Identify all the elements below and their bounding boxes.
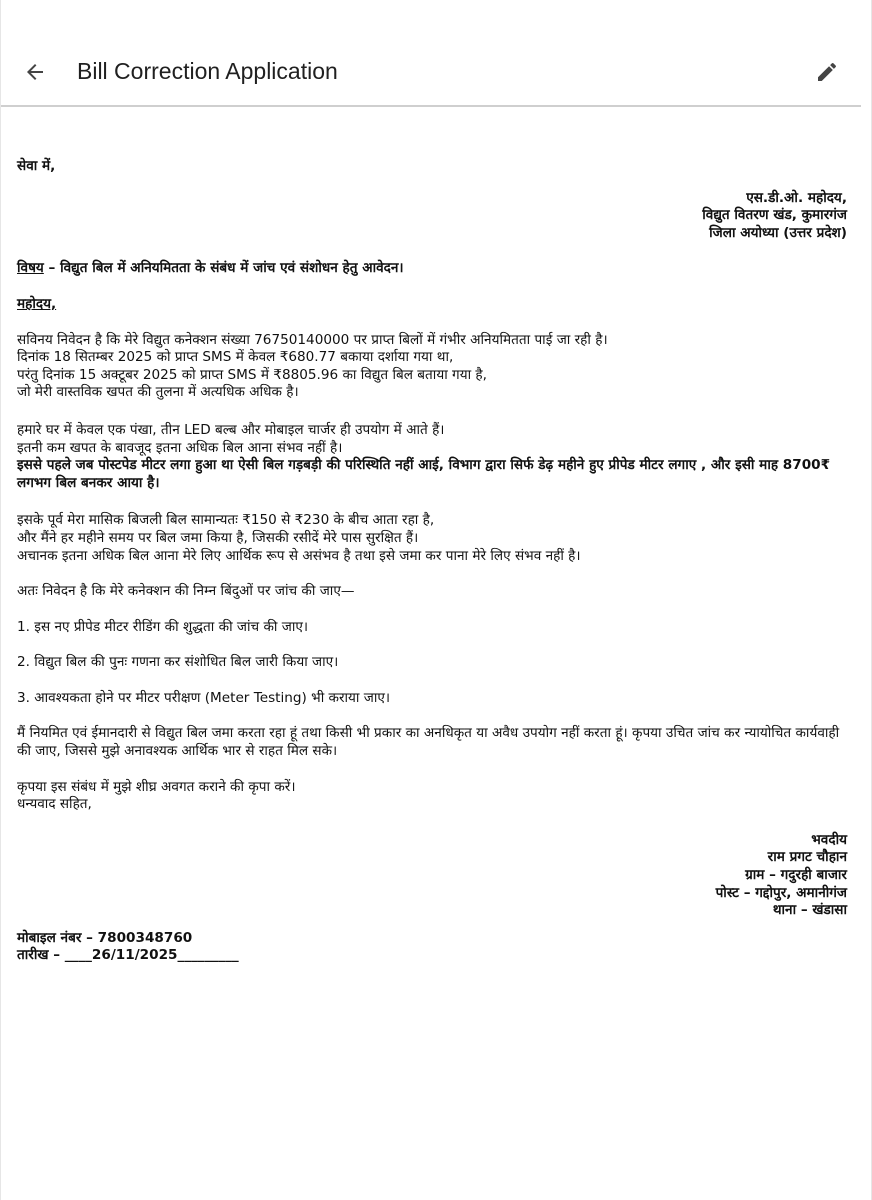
- assurance-paragraph: मैं नियमित एवं ईमानदारी से विद्युत बिल जमा करता रहा हूं तथा किसी भी प्रकार का अनधिकृत या अवैध उपयोग नहीं करता हूं। कृपया उचित जांच कर न्यायोचित कार्यवाही की जाए, जिससे मुझे अनावश्यक आर्थिक भार से राहत मिल सके।: [17, 725, 840, 760]
- paragraph-line: और मैंने हर महीने समय पर बिल जमा किया है, जिसकी रसीदें मेरे पास सुरक्षित हैं।: [17, 529, 419, 546]
- paragraph-line: हमारे घर में केवल एक पंखा, तीन LED बल्ब और मोबाइल चार्जर ही उपयोग में आते हैं।: [17, 421, 445, 438]
- signature-line: पोस्ट – गद्दोपुर, अमानीगंज: [715, 884, 847, 901]
- pencil-edit-icon: [815, 60, 839, 84]
- subject-label: विषय: [17, 260, 44, 277]
- paragraph-3: [17, 512, 847, 565]
- request-point-3: 3. आवश्यकता होने पर मीटर परीक्षण (Meter Testing) भी कराया जाए।: [17, 689, 391, 706]
- request-point-1: 1. इस नए प्रीपेड मीटर रीडिंग की शुद्धता की जांच की जाए।: [17, 618, 309, 635]
- paragraph-line: दिनांक 18 सितम्बर 2025 को प्राप्त SMS में केवल ₹680.77 बकाया दर्शाया गया था,: [17, 349, 454, 366]
- page-title: Bill Correction Application: [77, 58, 338, 84]
- paragraph-line: अचानक इतना अधिक बिल आना मेरे लिए आर्थिक रूप से असंभव है तथा इसे जमा कर पाना मेरे लिए संभव नहीं है।: [17, 547, 581, 564]
- recipient-line: विद्युत वितरण खंड, कुमारगंज: [702, 207, 847, 224]
- salutation-to: सेवा में,: [17, 158, 56, 174]
- back-button[interactable]: [15, 52, 55, 92]
- greeting: महोदय,: [17, 295, 57, 312]
- paragraph-line: परंतु दिनांक 15 अक्टूबर 2025 को प्राप्त SMS में ₹8805.96 का विद्युत बिल बताया गया है,: [17, 366, 487, 383]
- paragraph-2: [17, 422, 847, 492]
- edit-button[interactable]: [807, 52, 847, 92]
- recipient-line: जिला अयोध्या (उत्तर प्रदेश): [709, 224, 847, 241]
- request-point-2: 2. विद्युत बिल की पुनः गणना कर संशोधित बिल जारी किया जाए।: [17, 654, 339, 671]
- paragraph-line: इतनी कम खपत के बावजूद इतना अधिक बिल आना संभव नहीं है।: [17, 439, 343, 456]
- signature-line: थाना – खंडासा: [772, 902, 847, 919]
- paragraph-1: [17, 332, 847, 402]
- paragraph-bold-line: इससे पहले जब पोस्टपेड मीटर लगा हुआ था ऐसी बिल गड़बड़ी की परिस्थिति नहीं आई, विभाग द्वारा सिर्फ डेढ़ महीने हुए प्रीपेड मीटर लगाए , और इसी माह 8700₹ लगभग बिल बनकर आया है।: [17, 457, 831, 491]
- letter-content: [17, 158, 847, 965]
- arrow-back-icon: [23, 60, 47, 84]
- signature-line: भवदीय: [811, 831, 847, 848]
- date-line: तारीख – ____26/11/2025_________: [17, 947, 239, 964]
- app-bar: [1, 0, 861, 107]
- closing-block: [17, 779, 847, 814]
- contact-block: [17, 930, 847, 965]
- recipient-line: एस.डी.ओ. महोदय,: [746, 189, 847, 206]
- recipient-block: [17, 190, 847, 243]
- closing-line: धन्यवाद सहित,: [17, 796, 92, 813]
- paragraph-line: इसके पूर्व मेरा मासिक बिजली बिल सामान्यतः ₹150 से ₹230 के बीच आता रहा है,: [17, 512, 435, 529]
- signature-line: ग्राम – गदुरही बाजार: [745, 867, 847, 884]
- mobile-number: मोबाइल नंबर – 7800348760: [17, 929, 193, 946]
- paragraph-line: जो मेरी वास्तविक खपत की तुलना में अत्यधिक अधिक है।: [17, 384, 299, 401]
- paragraph-line: सविनय निवेदन है कि मेरे विद्युत कनेक्शन संख्या 76750140000 पर प्राप्त बिलों में गंभीर अनियमितता पाई जा रही है।: [17, 331, 608, 348]
- signature-block: [17, 832, 847, 920]
- subject-line: [17, 260, 847, 278]
- signature-name: राम प्रगट चौहान: [767, 849, 847, 866]
- closing-line: कृपया इस संबंध में मुझे शीघ्र अवगत कराने की कृपा करें।: [17, 778, 296, 795]
- request-intro: अतः निवेदन है कि मेरे कनेक्शन की निम्न बिंदुओं पर जांच की जाए—: [17, 583, 355, 600]
- subject-text: – विद्युत बिल में अनियमितता के संबंध में जांच एवं संशोधन हेतु आवेदन।: [43, 260, 404, 277]
